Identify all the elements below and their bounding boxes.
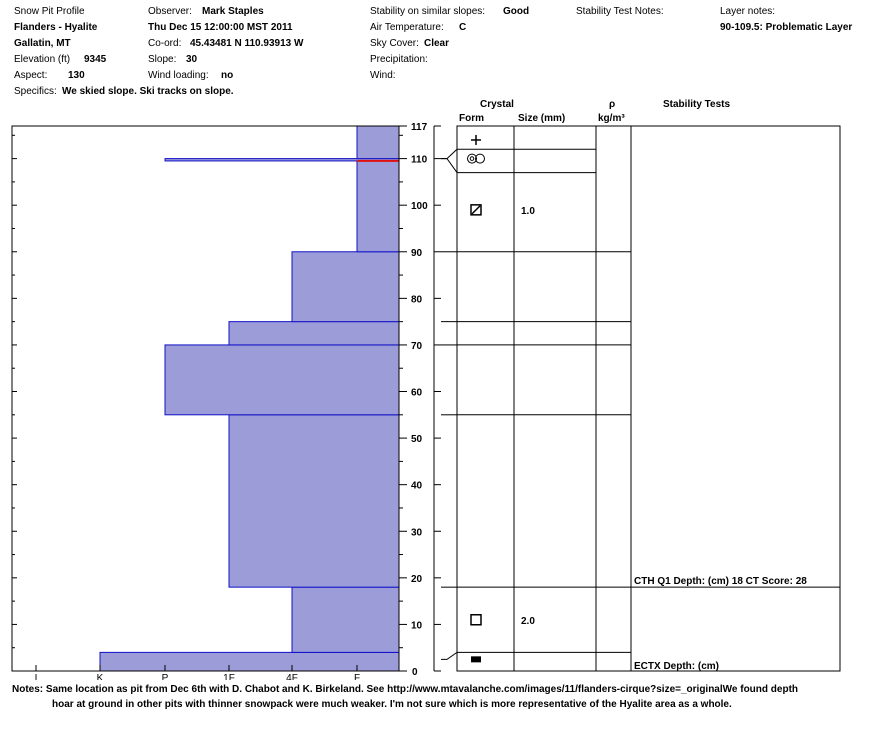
slope-value: 30 — [186, 54, 198, 65]
height-tick-label: 60 — [411, 387, 423, 399]
hardness-tick-label: K — [96, 673, 104, 680]
layer-notes-value: 90-109.5: Problematic Layer — [720, 22, 853, 33]
size-header: Size (mm) — [518, 113, 566, 124]
sky-cover-value: Clear — [424, 38, 450, 49]
crystal-header: Crystal — [480, 99, 514, 110]
stability-tests-header: Stability Tests — [663, 99, 731, 110]
hardness-layer-bar — [229, 322, 399, 345]
layer-notes-label: Layer notes: — [720, 6, 776, 17]
height-tick-label: 110 — [411, 154, 428, 166]
slope-label: Slope: — [148, 54, 177, 65]
coord-value: 45.43481 N 110.93913 W — [190, 38, 304, 49]
height-tick-label: 20 — [411, 573, 423, 585]
specifics-value: We skied slope. Ski tracks on slope. — [62, 86, 234, 97]
aspect-value: 130 — [68, 70, 85, 81]
height-connector — [441, 652, 457, 659]
aspect-label: Aspect: — [14, 70, 48, 81]
height-tick-label: 50 — [411, 434, 423, 446]
height-tick-label: 80 — [411, 294, 423, 306]
elevation-value: 9345 — [84, 54, 107, 65]
notes-line-2: hoar at ground in other pits with thinner snowpack were much weaker. I'm not sure which is more representative of the Hyalite area as a whole. — [52, 699, 732, 710]
height-connector — [441, 149, 457, 158]
rounded-grain-icon — [470, 157, 474, 161]
air-temp-label: Air Temperature: — [370, 22, 444, 33]
hardness-layer-bar — [165, 345, 399, 415]
air-temp-value: C — [459, 22, 467, 33]
density-header: ρ — [609, 99, 616, 110]
stability-value: Good — [503, 6, 530, 17]
wind-label: Wind: — [370, 70, 396, 81]
height-tick-label: 90 — [411, 247, 423, 259]
crystal-size-value: 1.0 — [521, 205, 535, 217]
notes-label: Notes: — [12, 684, 44, 695]
hardness-layer-bar — [100, 652, 399, 671]
specifics-label: Specifics: — [14, 86, 57, 97]
observation-datetime: Thu Dec 15 12:00:00 MST 2011 — [148, 22, 293, 33]
hardness-tick-label: 1F — [223, 673, 235, 680]
hardness-layer-bar — [357, 126, 399, 159]
hardness-bars — [100, 126, 399, 671]
hardness-tick-label: P — [161, 673, 169, 680]
wind-loading-value: no — [221, 70, 234, 81]
depth-hoar-icon — [471, 656, 481, 662]
hardness-layer-bar — [292, 587, 399, 652]
observer-value: Mark Staples — [202, 6, 264, 17]
elevation-label: Elevation (ft) — [14, 54, 71, 65]
height-tick-label: 30 — [411, 527, 423, 539]
height-tick-label: 70 — [411, 340, 423, 352]
crystal-column — [441, 135, 631, 662]
hardness-tick-label: 4F — [286, 673, 298, 680]
stability-test-result: ECTX Depth: (cm) — [634, 661, 719, 672]
faceted-crystal-icon — [471, 615, 481, 625]
hardness-layer-bar — [229, 415, 399, 587]
hardness-tick-label: F — [353, 673, 361, 680]
wind-loading-label: Wind loading: — [148, 70, 209, 81]
profile-title: Snow Pit Profile — [14, 6, 85, 17]
region-name: Gallatin, MT — [14, 38, 71, 49]
precipitation-label: Precipitation: — [370, 54, 428, 65]
observer-label: Observer: — [148, 6, 192, 17]
notes-line-1: Same location as pit from Dec 6th with D. Chabot and K. Birkeland. See http://www.mtavalanche.com/images/11/flanders-cirque?size=_originalWe found depth — [45, 684, 799, 695]
density-unit-header: kg/m³ — [598, 113, 625, 124]
hardness-layer-bar — [357, 161, 399, 252]
height-tick-label: 40 — [411, 480, 423, 492]
form-header: Form — [459, 113, 484, 124]
hardness-tick-label: I — [34, 673, 38, 680]
hardness-layer-bar — [292, 252, 399, 322]
stability-notes-label: Stability Test Notes: — [576, 6, 664, 17]
crystal-size-value: 2.0 — [521, 615, 535, 627]
location-name: Flanders - Hyalite — [14, 22, 98, 33]
height-tick-label: 117 — [411, 122, 428, 133]
sky-cover-label: Sky Cover: — [370, 38, 419, 49]
stability-test-result: CTH Q1 Depth: (cm) 18 CT Score: 28 — [634, 576, 807, 588]
height-tick-label: 10 — [411, 620, 423, 632]
height-tick-label: 100 — [411, 201, 428, 213]
height-connector — [441, 159, 457, 173]
height-tick-label: 0 — [412, 667, 418, 678]
notes-block — [12, 682, 872, 712]
stability-label: Stability on similar slopes: — [370, 6, 486, 17]
stability-column — [596, 576, 840, 672]
coord-label: Co-ord: — [148, 38, 182, 49]
faceted-rounded-icon — [472, 206, 480, 214]
